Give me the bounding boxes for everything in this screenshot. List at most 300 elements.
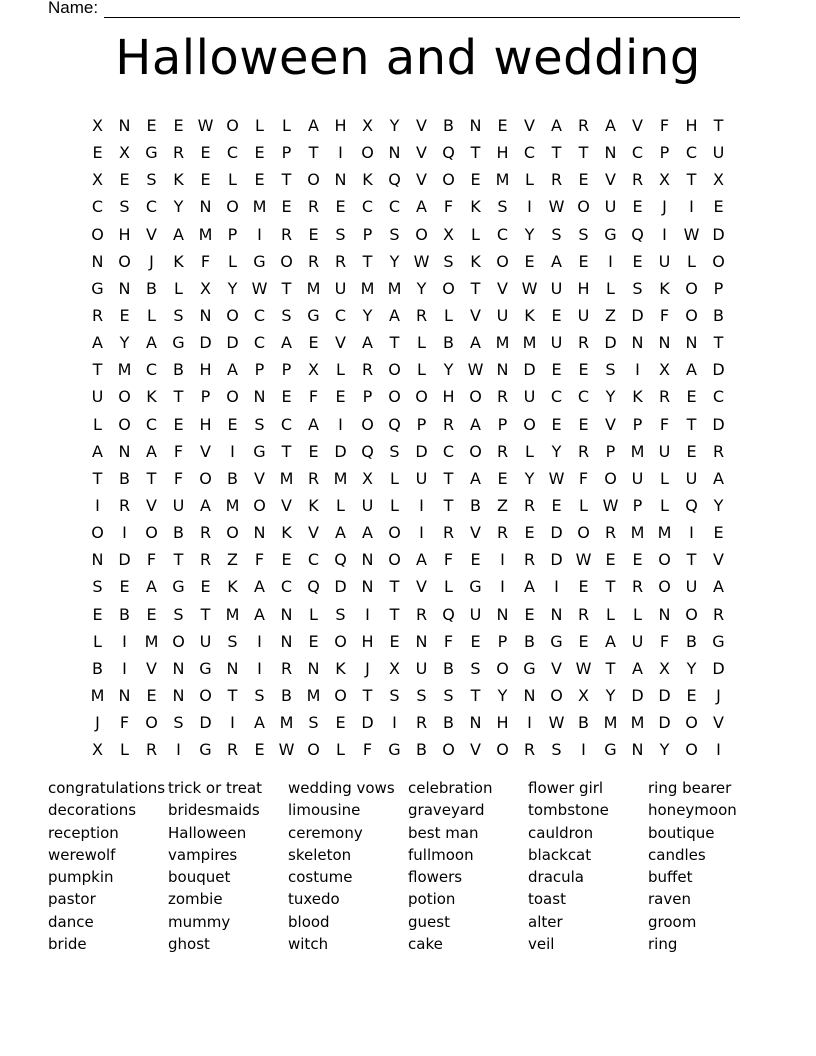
grid-letter[interactable]: I: [338, 414, 343, 434]
grid-letter[interactable]: I: [122, 658, 127, 678]
grid-letter[interactable]: Y: [173, 197, 184, 217]
grid-letter[interactable]: A: [551, 251, 562, 271]
grid-letter[interactable]: D: [523, 360, 536, 380]
grid-letter[interactable]: G: [199, 740, 212, 760]
grid-letter[interactable]: L: [606, 604, 615, 624]
grid-letter[interactable]: D: [712, 224, 725, 244]
grid-letter[interactable]: R: [442, 523, 455, 543]
grid-letter[interactable]: C: [280, 577, 293, 597]
grid-letter[interactable]: Z: [497, 495, 508, 515]
grid-letter[interactable]: R: [91, 305, 104, 325]
grid-letter[interactable]: M: [90, 685, 105, 705]
grid-letter[interactable]: T: [200, 604, 211, 624]
grid-letter[interactable]: I: [689, 523, 694, 543]
grid-letter[interactable]: U: [496, 305, 509, 325]
grid-letter[interactable]: B: [443, 333, 454, 353]
grid-letter[interactable]: F: [173, 441, 184, 461]
grid-letter[interactable]: L: [525, 170, 534, 190]
grid-letter[interactable]: I: [662, 224, 667, 244]
grid-letter[interactable]: O: [658, 550, 671, 570]
grid-letter[interactable]: T: [173, 387, 184, 407]
grid-letter[interactable]: T: [551, 143, 562, 163]
grid-letter[interactable]: I: [176, 740, 181, 760]
grid-letter[interactable]: B: [524, 631, 535, 651]
grid-letter[interactable]: U: [577, 305, 590, 325]
grid-letter[interactable]: Y: [659, 740, 670, 760]
grid-letter[interactable]: I: [635, 360, 640, 380]
grid-letter[interactable]: C: [442, 441, 455, 461]
grid-letter[interactable]: B: [173, 360, 184, 380]
grid-letter[interactable]: C: [712, 387, 725, 407]
grid-letter[interactable]: A: [362, 333, 373, 353]
grid-letter[interactable]: F: [659, 305, 670, 325]
grid-letter[interactable]: E: [200, 170, 211, 190]
grid-letter[interactable]: H: [496, 143, 509, 163]
grid-letter[interactable]: F: [200, 251, 211, 271]
grid-letter[interactable]: R: [226, 740, 239, 760]
grid-letter[interactable]: T: [389, 577, 400, 597]
grid-letter[interactable]: E: [497, 468, 508, 488]
grid-letter[interactable]: U: [415, 658, 428, 678]
grid-letter[interactable]: N: [118, 116, 131, 135]
grid-letter[interactable]: T: [389, 604, 400, 624]
grid-letter[interactable]: N: [199, 305, 212, 325]
grid-letter[interactable]: K: [146, 387, 157, 407]
grid-letter[interactable]: N: [334, 170, 347, 190]
grid-letter[interactable]: U: [685, 577, 698, 597]
grid-letter[interactable]: Q: [685, 495, 698, 515]
grid-letter[interactable]: F: [659, 631, 670, 651]
grid-letter[interactable]: M: [279, 468, 294, 488]
grid-letter[interactable]: T: [686, 550, 697, 570]
grid-letter[interactable]: I: [338, 143, 343, 163]
grid-letter[interactable]: L: [525, 441, 534, 461]
grid-letter[interactable]: F: [308, 387, 319, 407]
grid-letter[interactable]: E: [254, 740, 265, 760]
grid-letter[interactable]: O: [685, 305, 698, 325]
grid-letter[interactable]: K: [659, 278, 670, 298]
grid-letter[interactable]: S: [497, 197, 508, 217]
grid-letter[interactable]: M: [630, 523, 645, 543]
grid-letter[interactable]: S: [146, 170, 157, 190]
grid-letter[interactable]: P: [497, 414, 508, 434]
grid-letter[interactable]: H: [442, 387, 455, 407]
grid-letter[interactable]: O: [685, 713, 698, 733]
grid-letter[interactable]: H: [577, 278, 590, 298]
grid-letter[interactable]: E: [200, 143, 211, 163]
grid-letter[interactable]: W: [548, 713, 565, 733]
grid-letter[interactable]: O: [550, 685, 563, 705]
grid-letter[interactable]: W: [548, 468, 565, 488]
grid-letter[interactable]: E: [578, 631, 589, 651]
grid-letter[interactable]: C: [631, 143, 644, 163]
grid-letter[interactable]: U: [631, 631, 644, 651]
grid-letter[interactable]: Z: [227, 550, 238, 570]
grid-letter[interactable]: L: [471, 224, 480, 244]
grid-letter[interactable]: L: [336, 360, 345, 380]
grid-letter[interactable]: V: [524, 116, 535, 135]
grid-letter[interactable]: D: [712, 658, 725, 678]
grid-letter[interactable]: Q: [631, 224, 644, 244]
grid-letter[interactable]: W: [251, 278, 268, 298]
grid-letter[interactable]: G: [172, 333, 185, 353]
grid-letter[interactable]: N: [523, 685, 536, 705]
grid-letter[interactable]: W: [467, 360, 484, 380]
grid-letter[interactable]: S: [335, 604, 346, 624]
grid-letter[interactable]: U: [91, 387, 104, 407]
grid-letter[interactable]: A: [470, 468, 481, 488]
grid-letter[interactable]: Q: [361, 441, 374, 461]
grid-letter[interactable]: P: [281, 360, 292, 380]
grid-letter[interactable]: L: [120, 740, 129, 760]
grid-letter[interactable]: U: [334, 278, 347, 298]
grid-letter[interactable]: S: [389, 441, 400, 461]
grid-letter[interactable]: Z: [605, 305, 616, 325]
grid-letter[interactable]: K: [335, 658, 346, 678]
grid-letter[interactable]: D: [631, 685, 644, 705]
grid-letter[interactable]: A: [551, 116, 562, 135]
grid-letter[interactable]: T: [146, 468, 157, 488]
grid-letter[interactable]: O: [685, 278, 698, 298]
grid-letter[interactable]: O: [226, 387, 239, 407]
grid-letter[interactable]: S: [389, 685, 400, 705]
grid-letter[interactable]: S: [632, 278, 643, 298]
grid-letter[interactable]: O: [496, 740, 509, 760]
grid-letter[interactable]: O: [469, 387, 482, 407]
grid-letter[interactable]: O: [118, 414, 131, 434]
grid-letter[interactable]: S: [227, 631, 238, 651]
grid-letter[interactable]: P: [281, 143, 292, 163]
grid-letter[interactable]: O: [118, 251, 131, 271]
grid-letter[interactable]: N: [658, 604, 671, 624]
grid-letter[interactable]: O: [496, 658, 509, 678]
grid-letter[interactable]: B: [686, 631, 697, 651]
grid-letter[interactable]: I: [257, 631, 262, 651]
grid-letter[interactable]: E: [578, 360, 589, 380]
grid-letter[interactable]: W: [521, 278, 538, 298]
grid-letter[interactable]: R: [523, 550, 536, 570]
grid-letter[interactable]: M: [279, 713, 294, 733]
grid-letter[interactable]: H: [685, 116, 698, 135]
grid-letter[interactable]: I: [419, 495, 424, 515]
grid-letter[interactable]: L: [660, 468, 669, 488]
grid-letter[interactable]: F: [443, 197, 454, 217]
grid-letter[interactable]: Y: [227, 278, 238, 298]
grid-letter[interactable]: N: [469, 713, 482, 733]
grid-letter[interactable]: C: [145, 360, 158, 380]
grid-letter[interactable]: T: [443, 495, 454, 515]
grid-letter[interactable]: B: [443, 713, 454, 733]
grid-letter[interactable]: F: [443, 550, 454, 570]
grid-letter[interactable]: I: [500, 550, 505, 570]
grid-letter[interactable]: T: [605, 658, 616, 678]
grid-letter[interactable]: X: [362, 116, 373, 135]
grid-letter[interactable]: N: [469, 116, 482, 135]
grid-letter[interactable]: R: [577, 116, 590, 135]
grid-letter[interactable]: J: [149, 251, 154, 271]
grid-letter[interactable]: R: [712, 441, 725, 461]
grid-letter[interactable]: O: [415, 387, 428, 407]
grid-letter[interactable]: P: [254, 360, 265, 380]
grid-letter[interactable]: R: [631, 170, 644, 190]
grid-letter[interactable]: O: [577, 523, 590, 543]
grid-letter[interactable]: F: [443, 631, 454, 651]
grid-letter[interactable]: M: [630, 713, 645, 733]
grid-letter[interactable]: C: [388, 197, 401, 217]
grid-letter[interactable]: L: [228, 170, 237, 190]
grid-letter[interactable]: O: [442, 170, 455, 190]
grid-letter[interactable]: T: [713, 116, 724, 135]
grid-letter[interactable]: M: [387, 278, 402, 298]
grid-letter[interactable]: A: [470, 414, 481, 434]
grid-letter[interactable]: V: [713, 713, 724, 733]
grid-letter[interactable]: L: [93, 414, 102, 434]
grid-letter[interactable]: O: [199, 468, 212, 488]
grid-letter[interactable]: T: [281, 441, 292, 461]
grid-letter[interactable]: C: [280, 414, 293, 434]
grid-letter[interactable]: E: [632, 197, 643, 217]
grid-letter[interactable]: A: [632, 658, 643, 678]
grid-letter[interactable]: H: [496, 713, 509, 733]
grid-letter[interactable]: Y: [443, 360, 454, 380]
name-underline[interactable]: [104, 1, 740, 18]
grid-letter[interactable]: O: [442, 740, 455, 760]
grid-letter[interactable]: S: [551, 224, 562, 244]
grid-letter[interactable]: I: [95, 495, 100, 515]
grid-letter[interactable]: E: [578, 251, 589, 271]
grid-letter[interactable]: M: [495, 170, 510, 190]
grid-letter[interactable]: R: [361, 360, 374, 380]
grid-letter[interactable]: A: [362, 523, 373, 543]
grid-letter[interactable]: U: [469, 604, 482, 624]
grid-letter[interactable]: E: [686, 685, 697, 705]
grid-letter[interactable]: E: [551, 495, 562, 515]
grid-letter[interactable]: I: [419, 523, 424, 543]
grid-letter[interactable]: B: [227, 468, 238, 488]
grid-letter[interactable]: X: [92, 116, 103, 135]
grid-letter[interactable]: A: [416, 197, 427, 217]
grid-letter[interactable]: C: [523, 143, 536, 163]
grid-letter[interactable]: T: [92, 468, 103, 488]
grid-letter[interactable]: R: [145, 740, 158, 760]
grid-letter[interactable]: V: [416, 577, 427, 597]
grid-letter[interactable]: D: [604, 333, 617, 353]
grid-letter[interactable]: R: [523, 740, 536, 760]
grid-letter[interactable]: E: [470, 631, 481, 651]
grid-letter[interactable]: E: [632, 251, 643, 271]
grid-letter[interactable]: U: [604, 197, 617, 217]
grid-letter[interactable]: B: [713, 305, 724, 325]
grid-letter[interactable]: R: [712, 604, 725, 624]
grid-letter[interactable]: N: [118, 685, 131, 705]
grid-letter[interactable]: Y: [497, 685, 508, 705]
grid-letter[interactable]: U: [685, 468, 698, 488]
grid-letter[interactable]: M: [306, 278, 321, 298]
grid-letter[interactable]: O: [388, 550, 401, 570]
grid-letter[interactable]: R: [496, 523, 509, 543]
grid-letter[interactable]: G: [712, 631, 725, 651]
grid-letter[interactable]: S: [443, 685, 454, 705]
grid-letter[interactable]: F: [362, 740, 373, 760]
grid-letter[interactable]: O: [334, 631, 347, 651]
grid-letter[interactable]: O: [523, 414, 536, 434]
grid-letter[interactable]: L: [606, 278, 615, 298]
grid-letter[interactable]: E: [308, 441, 319, 461]
grid-letter[interactable]: N: [685, 333, 698, 353]
grid-letter[interactable]: T: [389, 333, 400, 353]
grid-letter[interactable]: A: [146, 577, 157, 597]
grid-letter[interactable]: R: [199, 523, 212, 543]
grid-letter[interactable]: I: [122, 523, 127, 543]
grid-letter[interactable]: T: [92, 360, 103, 380]
grid-letter[interactable]: K: [227, 577, 238, 597]
grid-letter[interactable]: L: [147, 305, 156, 325]
grid-letter[interactable]: S: [335, 224, 346, 244]
grid-letter[interactable]: J: [95, 713, 100, 733]
grid-letter[interactable]: V: [497, 278, 508, 298]
grid-letter[interactable]: R: [496, 441, 509, 461]
grid-letter[interactable]: G: [604, 224, 617, 244]
grid-letter[interactable]: K: [362, 170, 373, 190]
grid-letter[interactable]: S: [308, 713, 319, 733]
grid-letter[interactable]: R: [577, 604, 590, 624]
grid-letter[interactable]: U: [550, 278, 563, 298]
grid-letter[interactable]: L: [417, 333, 426, 353]
grid-letter[interactable]: O: [388, 387, 401, 407]
grid-letter[interactable]: X: [659, 658, 670, 678]
grid-letter[interactable]: L: [633, 604, 642, 624]
grid-letter[interactable]: A: [254, 604, 265, 624]
grid-letter[interactable]: X: [443, 224, 454, 244]
grid-letter[interactable]: R: [415, 713, 428, 733]
grid-letter[interactable]: O: [307, 170, 320, 190]
grid-letter[interactable]: T: [308, 143, 319, 163]
grid-letter[interactable]: W: [197, 116, 214, 135]
grid-letter[interactable]: P: [416, 414, 427, 434]
grid-letter[interactable]: P: [200, 387, 211, 407]
grid-letter[interactable]: N: [91, 550, 104, 570]
grid-letter[interactable]: G: [604, 740, 617, 760]
grid-letter[interactable]: V: [146, 495, 157, 515]
grid-letter[interactable]: M: [630, 441, 645, 461]
grid-letter[interactable]: E: [578, 414, 589, 434]
grid-letter[interactable]: O: [91, 224, 104, 244]
grid-letter[interactable]: S: [551, 740, 562, 760]
grid-letter[interactable]: H: [334, 116, 347, 135]
grid-letter[interactable]: B: [92, 658, 103, 678]
grid-letter[interactable]: N: [226, 658, 239, 678]
grid-letter[interactable]: U: [361, 495, 374, 515]
grid-letter[interactable]: E: [335, 197, 346, 217]
grid-letter[interactable]: I: [257, 658, 262, 678]
grid-letter[interactable]: Q: [388, 414, 401, 434]
grid-letter[interactable]: D: [550, 550, 563, 570]
grid-letter[interactable]: A: [146, 441, 157, 461]
grid-letter[interactable]: X: [92, 170, 103, 190]
grid-letter[interactable]: N: [658, 333, 671, 353]
grid-letter[interactable]: O: [388, 360, 401, 380]
grid-letter[interactable]: S: [389, 224, 400, 244]
grid-letter[interactable]: U: [550, 333, 563, 353]
grid-letter[interactable]: V: [713, 550, 724, 570]
grid-letter[interactable]: Y: [416, 278, 427, 298]
grid-letter[interactable]: D: [712, 360, 725, 380]
grid-letter[interactable]: F: [173, 468, 184, 488]
grid-letter[interactable]: R: [307, 197, 320, 217]
grid-letter[interactable]: I: [554, 577, 559, 597]
grid-letter[interactable]: T: [605, 577, 616, 597]
grid-letter[interactable]: A: [254, 577, 265, 597]
grid-letter[interactable]: E: [686, 387, 697, 407]
grid-letter[interactable]: R: [496, 387, 509, 407]
grid-letter[interactable]: X: [362, 468, 373, 488]
grid-letter[interactable]: R: [442, 414, 455, 434]
grid-letter[interactable]: N: [172, 685, 185, 705]
grid-letter[interactable]: W: [548, 197, 565, 217]
grid-letter[interactable]: V: [470, 740, 481, 760]
grid-letter[interactable]: A: [686, 360, 697, 380]
grid-letter[interactable]: E: [173, 414, 184, 434]
grid-letter[interactable]: V: [605, 414, 616, 434]
grid-letter[interactable]: G: [550, 631, 563, 651]
grid-letter[interactable]: S: [281, 305, 292, 325]
grid-letter[interactable]: L: [444, 577, 453, 597]
grid-letter[interactable]: C: [361, 197, 374, 217]
grid-letter[interactable]: M: [495, 333, 510, 353]
grid-letter[interactable]: R: [550, 170, 563, 190]
grid-letter[interactable]: M: [144, 631, 159, 651]
grid-letter[interactable]: I: [689, 197, 694, 217]
grid-letter[interactable]: Q: [388, 170, 401, 190]
grid-letter[interactable]: A: [92, 333, 103, 353]
grid-letter[interactable]: N: [361, 577, 374, 597]
grid-letter[interactable]: A: [173, 224, 184, 244]
grid-letter[interactable]: E: [146, 685, 157, 705]
grid-letter[interactable]: Q: [334, 550, 347, 570]
grid-letter[interactable]: E: [551, 360, 562, 380]
grid-letter[interactable]: E: [632, 550, 643, 570]
grid-letter[interactable]: G: [253, 441, 266, 461]
grid-letter[interactable]: R: [415, 305, 428, 325]
grid-letter[interactable]: N: [550, 604, 563, 624]
grid-letter[interactable]: O: [253, 495, 266, 515]
grid-letter[interactable]: W: [602, 495, 619, 515]
grid-letter[interactable]: Y: [605, 387, 616, 407]
grid-letter[interactable]: S: [254, 685, 265, 705]
grid-letter[interactable]: N: [415, 631, 428, 651]
grid-letter[interactable]: M: [360, 278, 375, 298]
grid-letter[interactable]: B: [443, 116, 454, 135]
grid-letter[interactable]: E: [308, 631, 319, 651]
grid-letter[interactable]: T: [470, 143, 481, 163]
grid-letter[interactable]: D: [712, 414, 725, 434]
grid-letter[interactable]: T: [443, 468, 454, 488]
grid-letter[interactable]: N: [307, 658, 320, 678]
grid-letter[interactable]: E: [551, 414, 562, 434]
grid-letter[interactable]: W: [413, 251, 430, 271]
grid-letter[interactable]: X: [389, 658, 400, 678]
grid-letter[interactable]: R: [199, 550, 212, 570]
grid-letter[interactable]: C: [145, 197, 158, 217]
grid-letter[interactable]: S: [416, 685, 427, 705]
grid-letter[interactable]: I: [527, 713, 532, 733]
grid-letter[interactable]: E: [119, 577, 130, 597]
grid-letter[interactable]: Y: [713, 495, 724, 515]
grid-letter[interactable]: X: [308, 360, 319, 380]
grid-letter[interactable]: R: [307, 251, 320, 271]
grid-letter[interactable]: E: [146, 604, 157, 624]
grid-letter[interactable]: O: [469, 441, 482, 461]
